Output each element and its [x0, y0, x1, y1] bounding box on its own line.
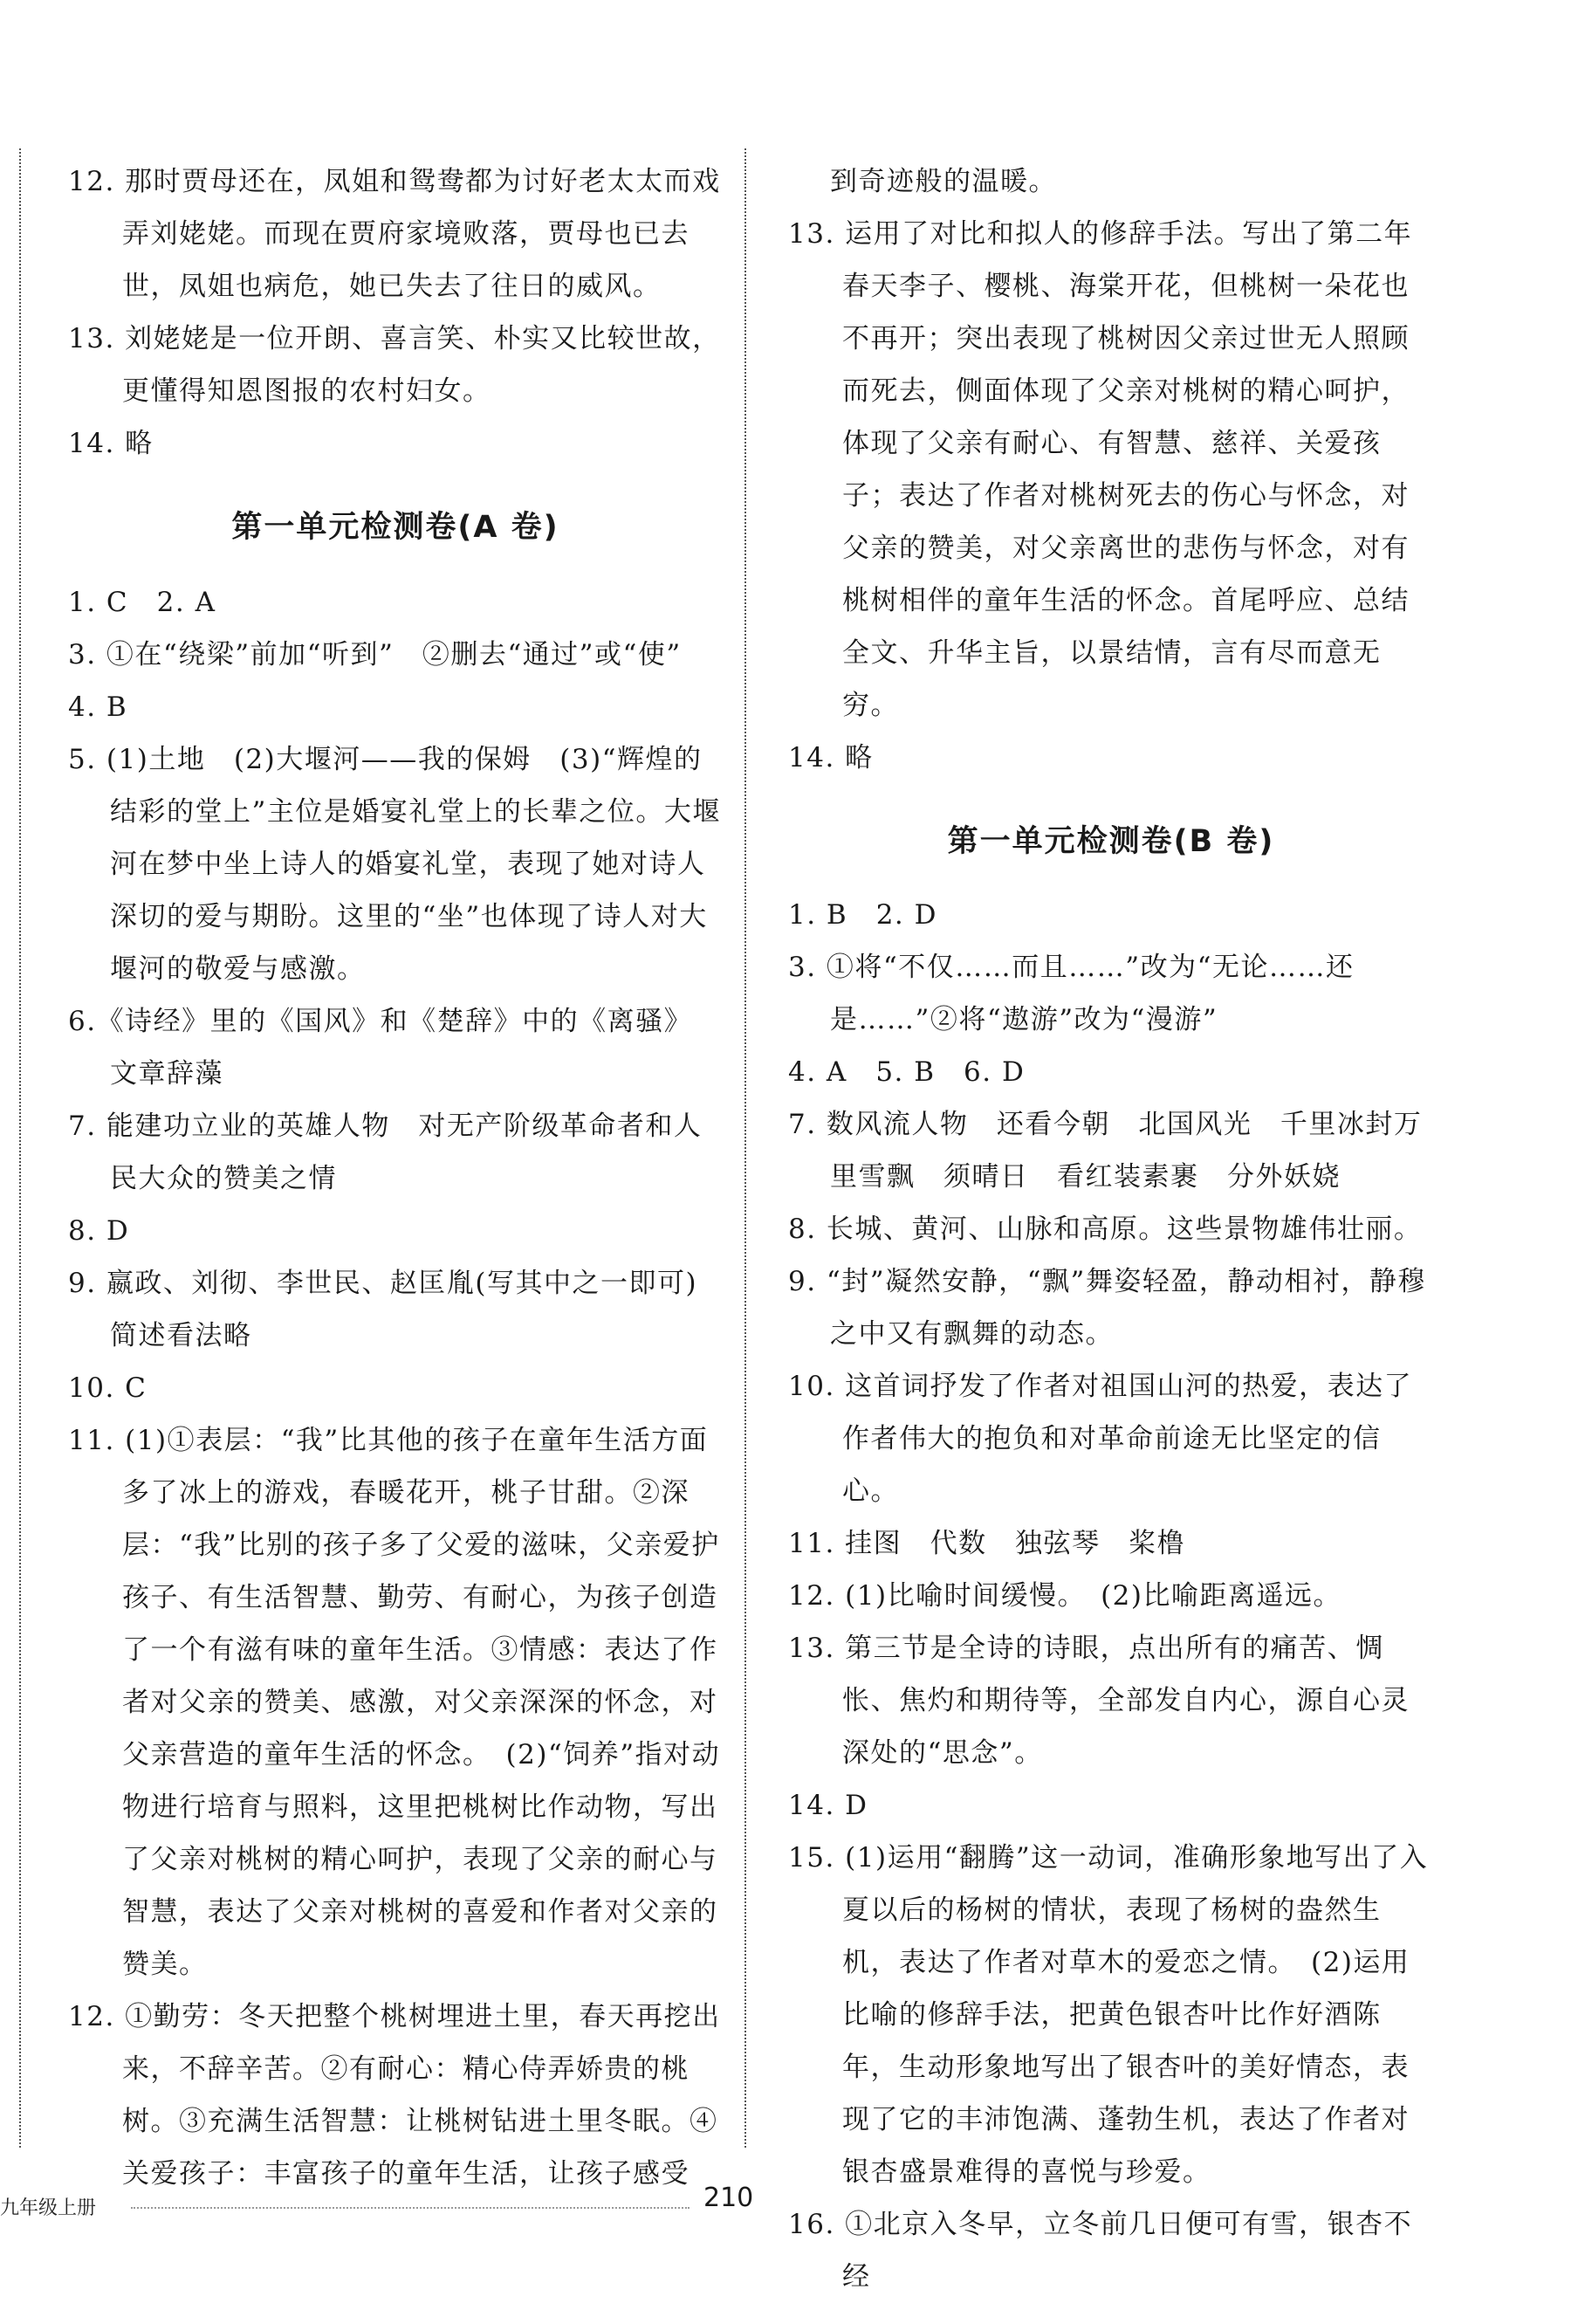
answer-item: 16. ①北京入冬早，立冬前几日便可有雪，银杏不经 [788, 2209, 1413, 2293]
answer-item: 4. B [68, 691, 128, 723]
footer-dotted-rule [131, 2207, 690, 2209]
answer-item: 8. 长城、黄河、山脉和高原。这些景物雄伟壮丽。 [788, 1214, 1423, 1245]
answer-item: 6.《诗经》里的《国风》和《楚辞》中的《离骚》 文章辞藻 [68, 1006, 708, 1090]
answer-item: 13. 第三节是全诗的诗眼，点出所有的痛苦、惆怅、焦灼和期待等，全部发自内心，源自心灵深处的“思念”。 [788, 1633, 1410, 1769]
section-title-b: 第一单元检测卷(B 卷) [947, 824, 1275, 859]
right-column [788, 155, 1434, 2303]
section-title-a: 第一单元检测卷(A 卷) [231, 510, 559, 545]
perforation-line-left [19, 148, 23, 2148]
answer-item: 1. C 2. A [68, 587, 216, 618]
answer-item: 9. “封”凝然安静，“飘”舞姿轻盈，静动相衬，静穆之中又有飘舞的动态。 [788, 1266, 1426, 1350]
answer-item: 11. (1)①表层：“我”比其他的孩子在童年生活方面多了冰上的游戏，春暖花开，桃子甘甜。②深层：“我”比别的孩子多了父爱的滋味，父亲爱护孩子、有生活智慧、勤劳、有耐心，为孩子创造了一个有滋有味的童年生活。③情感：表达了作者对父亲的赞美、感激，对父亲深深的怀念，对父亲营造的童年生活的怀念。 (2)“饲养”指对动物进行培育与照料，这里把桃树比作动物，写出了父亲对桃树的精心呵护，表现了父亲的耐心与智慧，表达了父亲对桃树的喜爱和作者对父亲的赞美。 [68, 1425, 721, 1980]
answer-item: 5. (1)土地 (2)大堰河——我的保姆 (3)“辉煌的结彩的堂上”主位是婚宴礼堂上的长辈之位。大堰河在梦中坐上诗人的婚宴礼堂，表现了她对诗人深切的爱与期盼。这里的“坐”也体现了诗人对大堰河的敬爱与感激。 [68, 744, 721, 985]
answer-item: 3. ①将“不仅……而且……”改为“无论……还是……”②将“遨游”改为“漫游” [788, 952, 1355, 1035]
answer-item: 13. 运用了对比和拟人的修辞手法。写出了第二年春天李子、樱桃、海棠开花，但桃树一朵花也不再开；突出表现了桃树因父亲过世无人照顾而死去，侧面体现了父亲对桃树的精心呵护，体现了父亲有耐心、有智慧、慈祥、关爱孩子；表达了作者对桃树死去的伤心与怀念，对父亲的赞美，对父亲离世的悲伤与怀念，对有桃树相伴的童年生活的怀念。首尾呼应、总结全文、升华主旨，以景结情，言有尽而意无穷。 [788, 218, 1413, 721]
answer-item: 10. C [68, 1372, 148, 1404]
answer-item: 12. ①勤劳：冬天把整个桃树埋进土里，春天再挖出来，不辞辛苦。②有耐心：精心侍弄娇贵的桃树。③充满生活智慧：让桃树钻进土里冬眠。④关爱孩子：丰富孩子的童年生活，让孩子感受 [68, 2001, 721, 2190]
answer-continuation: 到奇迹般的温暖。 [830, 166, 1057, 197]
page-number: 210 [703, 2183, 754, 2213]
answer-item: 13. 刘姥姥是一位开朗、喜言笑、朴实又比较世故，更懂得知恩图报的农村妇女。 [68, 323, 721, 407]
answer-item: 7. 数风流人物 还看今朝 北国风光 千里冰封万里雪飘 须晴日 看红装素裹 分外妖娆 [788, 1109, 1423, 1193]
answer-item: 9. 嬴政、刘彻、李世民、赵匡胤(写其中之一即可)简述看法略 [68, 1268, 698, 1351]
answer-item: 14. 略 [788, 742, 874, 774]
left-column [68, 155, 723, 2200]
answer-item: 7. 能建功立业的英雄人物 对无产阶级革命者和人民大众的赞美之情 [68, 1110, 703, 1194]
answer-item: 12. (1)比喻时间缓慢。 (2)比喻距离遥远。 [788, 1580, 1341, 1612]
answer-item: 15. (1)运用“翻腾”这一动词，准确形象地写出了入夏以后的杨树的情状，表现了杨树的盎然生机，表达了作者对草木的爱恋之情。 (2)运用比喻的修辞手法，把黄色银杏叶比作好酒陈年，生动形象地写出了银杏叶的美好情态，表现了它的丰沛饱满、蓬勃生机，表达了作者对银杏盛景难得的喜悦与珍爱。 [788, 1842, 1429, 2188]
answer-item: 1. B 2. D [788, 899, 937, 931]
footer-grade-label: 九年级上册 [0, 2197, 97, 2219]
answer-item: 14. 略 [68, 428, 154, 459]
answer-item: 3. ①在“绕梁”前加“听到” ②删去“通过”或“使” [68, 639, 682, 670]
answer-item: 10. 这首词抒发了作者对祖国山河的热爱，表达了作者伟大的抱负和对革命前途无比坚定的信心。 [788, 1371, 1413, 1507]
perforation-line-middle [744, 148, 748, 2148]
answer-item: 12. 那时贾母还在，凤姐和鸳鸯都为讨好老太太而戏弄刘姥姥。而现在贾府家境败落，贾母也已去世，凤姐也病危，她已失去了往日的威风。 [68, 166, 721, 302]
answer-item: 11. 挂图 代数 独弦琴 桨橹 [788, 1528, 1186, 1559]
answer-item: 8. D [68, 1215, 130, 1247]
answer-item: 14. D [788, 1790, 868, 1821]
answer-item: 4. A 5. B 6. D [788, 1056, 1026, 1088]
